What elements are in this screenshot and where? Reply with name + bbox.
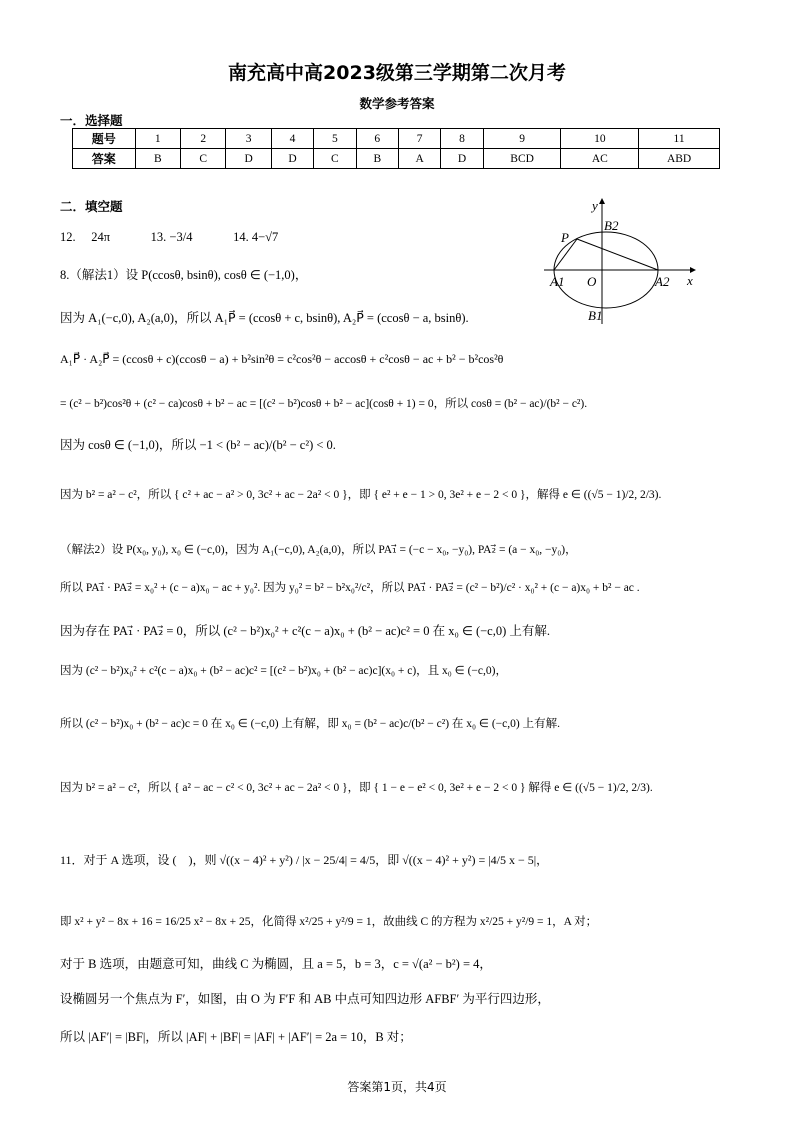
table-row <box>73 149 720 169</box>
table-cell: 8 <box>441 129 483 149</box>
table-cell: C <box>314 149 356 169</box>
text-line: 11．对于 A 选项，设 ( )，则 √((x − 4)² + y²) / |x − 25/4| = 4/5，即 √((x − 4)² + y²) = |4/5 x − 5|， <box>60 853 549 867</box>
table-cell: 1 <box>135 129 180 149</box>
section-heading-choice: 一．选择题 <box>60 113 123 128</box>
text-line: 因为 (c² − b²)x₀² + c²(c − a)x₀ + (b² − ac)c² = [(c² − b²)x₀ + (b² − ac)c](x₀ + c)，且 x₀ ∈ (−c,0)， <box>60 665 507 677</box>
table-cell: 9 <box>483 129 561 149</box>
table-cell: 2 <box>180 129 225 149</box>
table-cell: 7 <box>398 129 440 149</box>
fig-label: B1 <box>588 308 603 323</box>
ellipse-figure <box>540 196 710 328</box>
table-cell: D <box>226 149 271 169</box>
table-cell: 11 <box>639 129 720 149</box>
table-header-cell: 答案 <box>73 149 136 169</box>
fig-label: A2 <box>655 274 670 289</box>
table-cell: B <box>356 149 398 169</box>
section-heading-fill: 二．填空题 <box>60 199 123 214</box>
table-cell: 6 <box>356 129 398 149</box>
text-line: 所以 |AF′| = |BF|，所以 |AF| + |BF| = |AF| + |AF′| = 2a = 10，B 对； <box>60 1030 412 1044</box>
text-line: A₁P⃗ · A₂P⃗ = (ccosθ + c)(ccosθ − a) + b²sin²θ = c²cos²θ − accosθ + c²cosθ − ac + b² − b²cos²θ <box>60 352 504 366</box>
table-cell: 10 <box>561 129 639 149</box>
text-line: 设椭圆另一个焦点为 F′，如图，由 O 为 F′F 和 AB 中点可知四边形 AFBF′ 为平行四边形， <box>60 992 550 1006</box>
text-line: 即 x² + y² − 8x + 16 = 16/25 x² − 8x + 25，化简得 x²/25 + y²/9 = 1，故曲线 C 的方程为 x²/25 + y²/9 = 1，A 对； <box>60 916 598 928</box>
table-cell: C <box>180 149 225 169</box>
page-subtitle: 数学参考答案 <box>359 96 435 111</box>
text-line: = (c² − b²)cos²θ + (c² − ca)cosθ + b² − ac = [(c² − b²)cosθ + b² − ac](cosθ + 1) = 0，所以 cosθ = (b² − ac)/(b² − c²). <box>60 398 588 410</box>
table-cell: 3 <box>226 129 271 149</box>
text-line: 因为 b² = a² − c²，所以 { c² + ac − a² > 0, 3c² + ac − 2a² < 0 }，即 { e² + e − 1 > 0, 3e² + e − 2 < 0 }，解得 e ∈ ((√5 − 1)/2, 2/3). <box>60 489 662 501</box>
text-line: 因为 b² = a² − c²，所以 { a² − ac − c² < 0, 3c² + ac − 2a² < 0 }，即 { 1 − e − e² < 0, 3e² + e − 2 < 0 } 解得 e ∈ ((√5 − 1)/2, 2/3). <box>60 782 653 794</box>
table-row <box>73 129 720 149</box>
table-cell: A <box>398 149 440 169</box>
page-title: 南充高中高2023级第三学期第二次月考 <box>228 62 566 84</box>
table-cell: 4 <box>271 129 313 149</box>
text-line: 所以 (c² − b²)x₀ + (b² − ac)c = 0 在 x₀ ∈ (−c,0) 上有解，即 x₀ = (b² − ac)c/(b² − c²) 在 x₀ ∈ (−c,0) 上有解. <box>60 718 560 730</box>
text-line: 对于 B 选项，由题意可知，曲线 C 为椭圆，且 a = 5，b = 3，c = √(a² − b²) = 4， <box>60 957 492 971</box>
table-header-cell: 题号 <box>73 129 136 149</box>
fig-label: P <box>561 230 569 245</box>
fill-answers: 12. 24π 13. −3/4 14. 4−√7 <box>60 230 279 244</box>
table-cell: D <box>441 149 483 169</box>
page-footer: 答案第1页，共4页 <box>347 1080 447 1094</box>
fig-label: x <box>687 273 693 288</box>
fig-label: O <box>587 274 597 289</box>
fig-label: B2 <box>604 218 619 233</box>
y-axis-arrow <box>599 198 605 204</box>
text-line: （解法2）设 P(x₀, y₀), x₀ ∈ (−c,0)，因为 A₁(−c,0), A₂(a,0)，所以 PA₁⃗ = (−c − x₀, −y₀), PA₂⃗ = (a − x₀, −y₀)， <box>60 544 577 556</box>
text-line: 8.（解法1）设 P(ccosθ, bsinθ), cosθ ∈ (−1,0)， <box>60 268 308 282</box>
text-line: 所以 PA₁⃗ · PA₂⃗ = x₀² + (c − a)x₀ − ac + y₀². 因为 y₀² = b² − b²x₀²/c²，所以 PA₁⃗ · PA₂⃗ = (c² − b²)/c² · x₀² + (c − a)x₀ + b² − ac . <box>60 582 640 594</box>
text-line: 因为 A₁(−c,0), A₂(a,0)，所以 A₁P⃗ = (ccosθ + c, bsinθ), A₂P⃗ = (ccosθ − a, bsinθ). <box>60 311 469 325</box>
table-cell: D <box>271 149 313 169</box>
fig-label: A1 <box>550 274 565 289</box>
table-cell: 5 <box>314 129 356 149</box>
answer-table <box>72 128 720 169</box>
table-cell: ABD <box>639 149 720 169</box>
fig-label: y <box>592 198 598 213</box>
segment-pa2 <box>577 239 658 270</box>
text-line: 因为 cosθ ∈ (−1,0)，所以 −1 < (b² − ac)/(b² − c²) < 0. <box>60 438 336 452</box>
text-line: 因为存在 PA₁⃗ · PA₂⃗ = 0，所以 (c² − b²)x₀² + c²(c − a)x₀ + (b² − ac)c² = 0 在 x₀ ∈ (−c,0) 上有解. <box>60 624 551 638</box>
table-cell: BCD <box>483 149 561 169</box>
table-cell: AC <box>561 149 639 169</box>
table-cell: B <box>135 149 180 169</box>
